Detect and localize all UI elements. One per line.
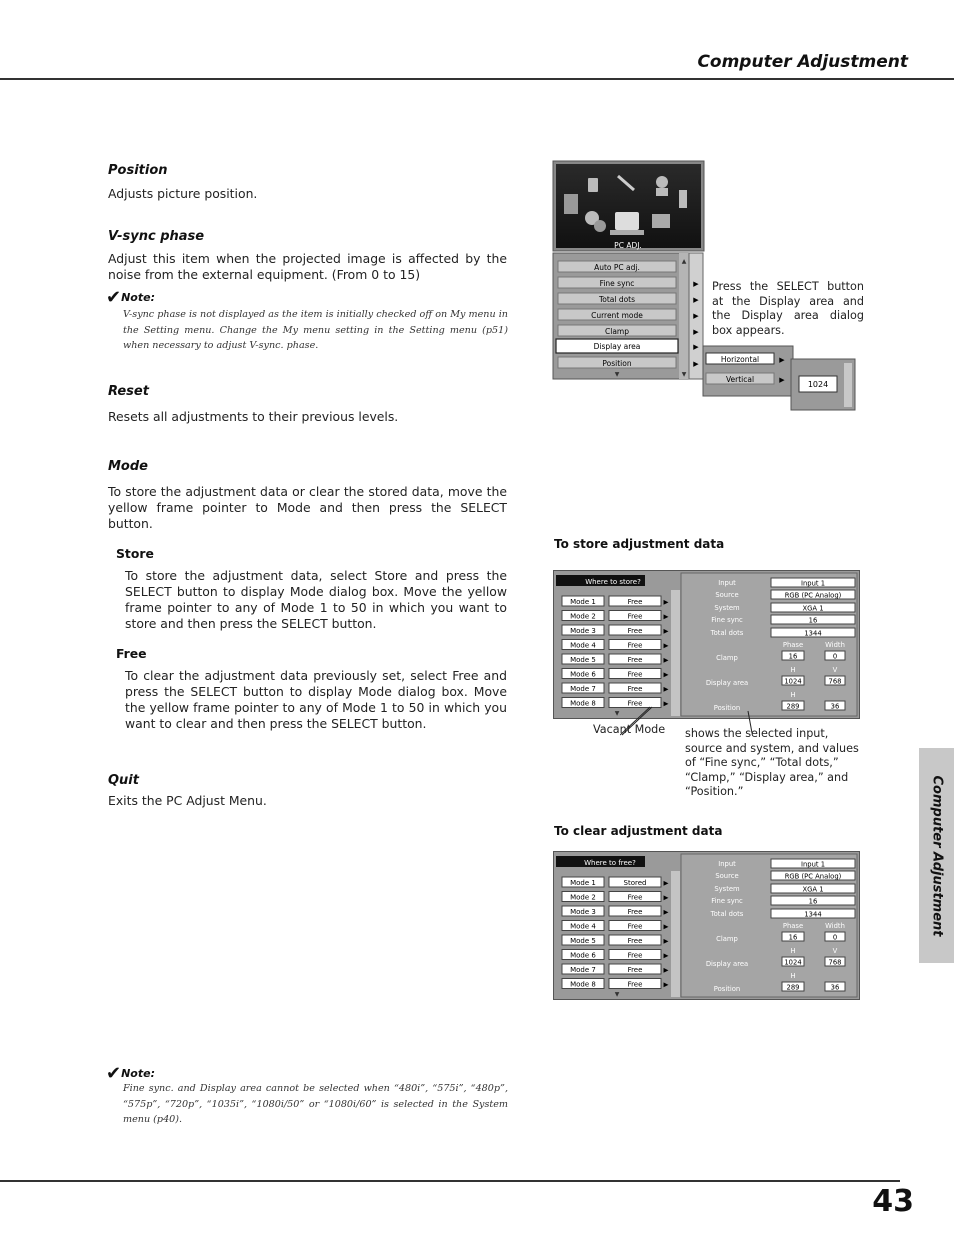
svg-text:▼: ▼ xyxy=(614,710,620,717)
vsync-text: Adjust this item when the projected image is affected by the noise from the external equipment. (From 0 to 15) xyxy=(108,251,507,282)
store-heading: Store xyxy=(116,546,154,561)
mode-row[interactable] xyxy=(562,640,669,650)
speaker-icon xyxy=(588,178,598,192)
mode-name: Mode 1 xyxy=(570,598,596,606)
mode-name: Mode 2 xyxy=(570,612,596,621)
system-value: XGA 1 xyxy=(802,885,824,894)
store-dialog-figure xyxy=(553,570,861,720)
bottle-icon xyxy=(679,190,687,208)
note-1-label: ✔Note: xyxy=(106,287,155,308)
side-tab-label: Computer Adjustment xyxy=(929,774,944,937)
display-v-value: 768 xyxy=(828,677,842,686)
side-tab xyxy=(919,748,954,963)
mode-text: To store the adjustment data or clear the stored data, move the yellow frame pointer to Mode and then press the SELECT button. xyxy=(108,484,507,531)
mode-row[interactable] xyxy=(562,906,669,916)
mode-name: Mode 5 xyxy=(570,937,596,945)
mode-name: Mode 7 xyxy=(570,966,596,974)
note-2-text: Fine sync. and Display area cannot be selected when “480i”, “575i”, “480p”, “575p”, “720p”, “1035i”, “1080i/50” or “1080i/60” is selected in the System menu (p40). xyxy=(123,1083,508,1125)
chevron-right-icon: ▶ xyxy=(663,937,669,945)
system-value: XGA 1 xyxy=(802,604,824,613)
total-dots-value: 1344 xyxy=(804,629,822,638)
mode-heading: Mode xyxy=(108,459,148,474)
input-value: Input 1 xyxy=(800,860,826,869)
svg-text:Current mode: Current mode xyxy=(591,311,643,320)
svg-text:▶: ▶ xyxy=(693,328,699,336)
position-label: Position xyxy=(713,704,741,712)
mode-name: Mode 2 xyxy=(570,893,596,902)
h-label: H xyxy=(790,666,796,674)
source-label: Source xyxy=(715,591,739,599)
svg-text:▶: ▶ xyxy=(693,296,699,304)
mode-status: Free xyxy=(627,937,643,945)
svg-text:▼: ▼ xyxy=(614,991,620,998)
svg-text:▶: ▶ xyxy=(693,360,699,368)
clamp-width-value: 0 xyxy=(832,652,838,661)
menu-scrollbar[interactable] xyxy=(679,253,689,379)
svg-text:▶: ▶ xyxy=(693,280,699,288)
store-figure-title: To store adjustment data xyxy=(554,537,725,551)
input-label: Input xyxy=(718,579,736,587)
clear-dialog-header: Where to free? xyxy=(584,859,636,867)
mode-status: Stored xyxy=(623,879,647,887)
width-label: Width xyxy=(825,922,845,930)
vacant-mode-label: Vacant Mode xyxy=(593,723,666,736)
source-value: RGB (PC Analog) xyxy=(784,872,842,881)
system-label: System xyxy=(714,604,740,612)
mode-name: Mode 6 xyxy=(570,670,596,679)
page-header-title: Computer Adjustment xyxy=(697,52,908,72)
checkmark-icon: ✔ xyxy=(106,1063,122,1084)
chevron-right-icon: ▶ xyxy=(663,699,669,708)
mode-name: Mode 8 xyxy=(570,980,596,989)
mode-row[interactable] xyxy=(562,596,669,606)
mode-row[interactable] xyxy=(562,921,669,931)
person-icon xyxy=(656,176,668,188)
chevron-right-icon: ▶ xyxy=(663,980,669,989)
svg-text:Fine sync: Fine sync xyxy=(599,279,635,288)
position-v-value: 36 xyxy=(830,702,840,711)
v-label: V xyxy=(832,666,838,674)
mode-name: Mode 1 xyxy=(570,879,596,887)
free-text: To clear the adjustment data previously set, select Free and press the SELECT button to display Mode dialog box. Move the yellow frame pointer to any of Mode 1 to 50 in which you want to clear and then press the SELECT button. xyxy=(125,668,507,731)
mode-name: Mode 3 xyxy=(570,908,596,916)
svg-text:▲: ▲ xyxy=(681,258,687,265)
clamp-phase-value: 16 xyxy=(788,652,798,661)
total-dots-label: Total dots xyxy=(710,910,744,918)
fine-sync-label: Fine sync xyxy=(711,616,743,624)
chevron-right-icon: ▶ xyxy=(663,922,669,931)
clamp-width-value: 0 xyxy=(832,933,838,942)
chevron-right-icon: ▶ xyxy=(663,641,669,650)
page-number: 43 xyxy=(872,1184,914,1219)
display-area-value-box[interactable] xyxy=(799,376,837,392)
quit-heading: Quit xyxy=(108,773,139,788)
svg-text:1024: 1024 xyxy=(807,380,829,389)
mode-name: Mode 8 xyxy=(570,699,596,708)
svg-text:▶: ▶ xyxy=(693,312,699,320)
mode-status: Free xyxy=(627,656,643,664)
svg-text:Auto PC adj.: Auto PC adj. xyxy=(594,263,640,272)
input-label: Input xyxy=(718,860,736,868)
chevron-right-icon: ▶ xyxy=(663,966,669,974)
mode-name: Mode 4 xyxy=(570,922,596,931)
display-area-label: Display area xyxy=(705,960,749,968)
mode-status: Free xyxy=(627,699,643,708)
display-h-value: 1024 xyxy=(784,958,802,967)
h-label: H xyxy=(790,691,796,699)
chevron-right-icon: ▶ xyxy=(663,656,669,664)
info-panel-callout: shows the selected input, source and system, and values of “Fine sync,” “Total dots,” “Clamp,” “Display area,” and “Position.” xyxy=(685,727,859,798)
total-dots-value: 1344 xyxy=(804,910,822,919)
fine-sync-value: 16 xyxy=(808,616,818,625)
mode-row[interactable] xyxy=(562,964,669,974)
source-value: RGB (PC Analog) xyxy=(784,591,842,600)
mode-row[interactable] xyxy=(562,892,669,902)
reset-heading: Reset xyxy=(108,384,149,399)
quit-text: Exits the PC Adjust Menu. xyxy=(108,793,267,808)
clamp-label: Clamp xyxy=(716,654,738,662)
mode-status: Free xyxy=(627,598,643,606)
mode-row[interactable] xyxy=(562,979,669,989)
clamp-label: Clamp xyxy=(716,935,738,943)
header-rule xyxy=(0,78,954,80)
system-label: System xyxy=(714,885,740,893)
position-v-value: 36 xyxy=(830,983,840,992)
width-label: Width xyxy=(825,641,845,649)
submenu-vertical[interactable] xyxy=(706,373,785,384)
mode-row[interactable] xyxy=(562,669,669,679)
svg-text:Horizontal: Horizontal xyxy=(720,355,760,364)
clear-figure-title: To clear adjustment data xyxy=(554,824,723,838)
chevron-right-icon: ▶ xyxy=(663,670,669,679)
svg-text:▶: ▶ xyxy=(779,356,785,364)
mode-status: Free xyxy=(627,980,643,989)
mode-name: Mode 3 xyxy=(570,627,596,635)
position-h-value: 289 xyxy=(786,983,800,992)
svg-text:Clamp: Clamp xyxy=(605,327,629,336)
svg-text:Vertical: Vertical xyxy=(725,375,755,384)
clear-dialog-figure xyxy=(553,851,861,1001)
display-h-value: 1024 xyxy=(784,677,802,686)
footer-rule xyxy=(0,1180,900,1182)
mode-row[interactable] xyxy=(562,950,669,960)
chevron-right-icon: ▶ xyxy=(663,893,669,902)
fine-sync-label: Fine sync xyxy=(711,897,743,905)
h-label: H xyxy=(790,947,796,955)
svg-text:▶: ▶ xyxy=(779,376,785,384)
phase-label: Phase xyxy=(782,922,804,930)
mode-row[interactable] xyxy=(562,877,669,887)
mode-name: Mode 6 xyxy=(570,951,596,960)
store-scrollbar[interactable] xyxy=(671,590,680,716)
mode-row[interactable] xyxy=(562,654,669,664)
h-label: H xyxy=(790,972,796,980)
mode-status: Free xyxy=(627,908,643,916)
menu-caption: PC ADJ. xyxy=(614,241,642,250)
mode-row[interactable] xyxy=(562,683,669,693)
mode-status: Free xyxy=(627,670,643,679)
menu-item-auto-pc-adj[interactable] xyxy=(558,261,676,272)
position-label: Position xyxy=(713,985,741,993)
mode-name: Mode 7 xyxy=(570,685,596,693)
chevron-right-icon: ▶ xyxy=(663,951,669,960)
gear-icon xyxy=(564,194,578,214)
reset-text: Resets all adjustments to their previous levels. xyxy=(108,409,399,424)
position-h-value: 289 xyxy=(786,702,800,711)
chevron-right-icon: ▶ xyxy=(663,908,669,916)
display-area-callout: Press the SELECT button at the Display area and the Display area dialog box appears. xyxy=(712,280,864,337)
svg-text:▼: ▼ xyxy=(681,371,687,378)
chevron-right-icon: ▶ xyxy=(663,627,669,635)
mode-status: Free xyxy=(627,922,643,931)
mode-status: Free xyxy=(627,641,643,650)
note-1-text: V-sync phase is not displayed as the item is initially checked off on My menu in the Setting menu. Change the My menu setting in the Setting menu (p51) when necessary to adjust V-sync. phase. xyxy=(123,309,508,351)
phase-label: Phase xyxy=(782,641,804,649)
fine-sync-value: 16 xyxy=(808,897,818,906)
clear-scrollbar[interactable] xyxy=(671,871,680,997)
source-label: Source xyxy=(715,872,739,880)
pc-laptop-icon xyxy=(615,212,639,230)
chevron-right-icon: ▶ xyxy=(663,598,669,606)
input-value: Input 1 xyxy=(800,579,826,588)
vsync-heading: V-sync phase xyxy=(108,229,205,244)
position-heading: Position xyxy=(108,163,168,178)
mode-status: Free xyxy=(627,893,643,902)
mode-status: Free xyxy=(627,966,643,974)
svg-text:Total dots: Total dots xyxy=(598,295,636,304)
display-area-label: Display area xyxy=(705,679,749,687)
svg-text:Position: Position xyxy=(602,359,632,368)
mode-status: Free xyxy=(627,612,643,621)
store-dialog-header: Where to store? xyxy=(585,578,641,586)
mode-row[interactable] xyxy=(562,935,669,945)
mode-row[interactable] xyxy=(562,611,669,621)
checkmark-icon: ✔ xyxy=(106,287,122,308)
mode-status: Free xyxy=(627,951,643,960)
screen-icon xyxy=(652,214,670,228)
clamp-phase-value: 16 xyxy=(788,933,798,942)
v-label: V xyxy=(832,947,838,955)
menu-item-display-area[interactable] xyxy=(556,339,699,353)
position-text: Adjusts picture position. xyxy=(108,186,258,201)
chevron-right-icon: ▶ xyxy=(663,879,669,887)
mode-name: Mode 5 xyxy=(570,656,596,664)
submenu-horizontal[interactable] xyxy=(706,353,785,364)
display-v-value: 768 xyxy=(828,958,842,967)
mode-status: Free xyxy=(627,627,643,635)
total-dots-label: Total dots xyxy=(710,629,744,637)
menu-scroll-down-icon: ▼ xyxy=(614,371,620,378)
mode-name: Mode 4 xyxy=(570,641,596,650)
free-heading: Free xyxy=(116,646,147,661)
svg-text:▶: ▶ xyxy=(693,343,699,351)
mode-row[interactable] xyxy=(562,625,669,635)
chevron-right-icon: ▶ xyxy=(663,612,669,621)
svg-text:Display area: Display area xyxy=(593,342,641,351)
mode-status: Free xyxy=(627,685,643,693)
store-text: To store the adjustment data, select Store and press the SELECT button to display Mode dialog box. Move the yellow frame pointer to any of Mode 1 to 50 in which you want to store and then press the SELECT button. xyxy=(125,568,507,631)
note-2-label: ✔Note: xyxy=(106,1063,155,1084)
chevron-right-icon: ▶ xyxy=(663,685,669,693)
